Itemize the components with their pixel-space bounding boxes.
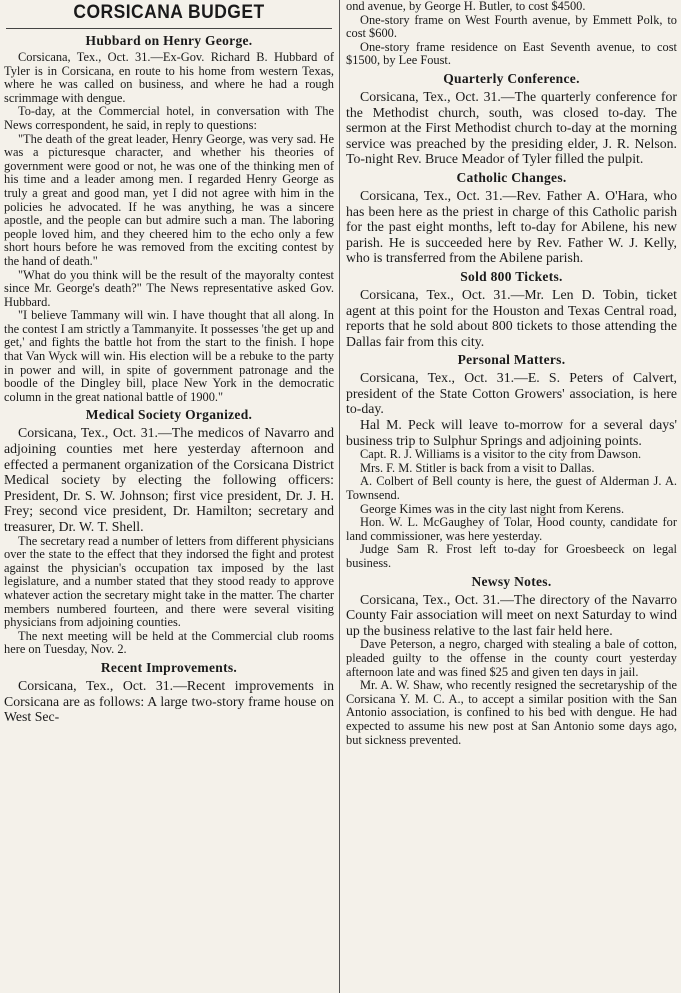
story-hubbard bbox=[4, 33, 334, 404]
headline-tickets: Sold 800 Tickets. bbox=[460, 268, 563, 284]
story-paragraph: Mrs. F. M. Stitler is back from a visit to Dallas. bbox=[360, 460, 595, 475]
story-paragraph: "I believe Tammany will win. I have thought that all along. In the contest I am strictly a Tammanyite. It possesses 'the get up and get,' and fights the battle hot from the start to the finish. I hope that Van Wyck will win. His election will be a rebuke to the party in power and will, in spite of government patronage and the boodle of the Dingley bill, place New York in the democratic column in the great national battle of 1900." bbox=[4, 308, 334, 404]
story-paragraph: Hal M. Peck will leave to-morrow for a several days' business trip to Sulphur Springs and adjoining points. bbox=[346, 417, 677, 448]
story-quarterly bbox=[346, 71, 677, 167]
story-improvements-continued bbox=[346, 0, 677, 68]
headline-catholic: Catholic Changes. bbox=[456, 169, 567, 185]
headline-personal: Personal Matters. bbox=[457, 352, 566, 368]
story-personal bbox=[346, 352, 677, 570]
column-rule bbox=[339, 0, 340, 993]
masthead-rule bbox=[6, 28, 332, 29]
story-paragraph: Mr. A. W. Shaw, who recently resigned the secretaryship of the Corsicana Y. M. C. A., to accept a similar position with the San Antonio association, is confined to his bed with dengue. He had expected to assume his new post at San Antonio some days ago, but sickness prevented. bbox=[346, 678, 677, 747]
story-paragraph: To-day, at the Commercial hotel, in conversation with The News correspondent, he said, in reply to questions: bbox=[4, 104, 334, 132]
story-paragraph: The secretary read a number of letters from different physicians over the state to the effect that they indorsed the fight and protest against the physician's occupation tax imposed by the last legislature, and a number stated that they stood ready to approve whatever action the secretary might take in the matter. The charter members numbered fourteen, and there were several visiting physicians from adjoining counties. bbox=[4, 533, 334, 630]
story-paragraph: George Kimes was in the city last night from Kerens. bbox=[360, 501, 625, 516]
story-paragraph: One-story frame residence on East Seventh avenue, to cost $1500, by Lee Foust. bbox=[346, 39, 677, 68]
story-paragraph: "The death of the great leader, Henry George, was very sad. He was a picturesque character, and whether his theories of government were good or not, he was one of the thinking men of his time and a leader among men. I regarded Henry George as truly a great and good man, yet I did not agree with him in the policies he advocated. If he was anything, he was a sincere apostle, and the people can but admire such a man. The laboring people loved him, and they cheered him to the echo only a few short hours before he was removed from the exciting contest by the hand of death." bbox=[4, 131, 334, 268]
story-paragraph: Corsicana, Tex., Oct. 31.—The quarterly conference for the Methodist church, south, was closed to-day. The sermon at the First Methodist church to-day at the morning service was preached by the presiding elder, J. R. Nelson. To-night Rev. Bruce Meador of Tyler filled the pulpit. bbox=[346, 88, 677, 167]
story-tickets bbox=[346, 269, 677, 349]
masthead: CORSICANA BUDGET bbox=[73, 2, 265, 23]
right-column bbox=[346, 0, 677, 993]
story-paragraph: Corsicana, Tex., Oct. 31.—Mr. Len D. Tobin, ticket agent at this point for the Houston and Texas Central road, reports that he sold about 800 tickets to those attending the Dallas fair from this city. bbox=[346, 286, 677, 349]
story-paragraph: The next meeting will be held at the Commercial club rooms here on Tuesday, Nov. 2. bbox=[4, 628, 334, 657]
story-newsy bbox=[346, 574, 677, 748]
story-paragraph: Capt. R. J. Williams is a visitor to the city from Dawson. bbox=[360, 447, 642, 462]
story-paragraph: "What do you think will be the result of the mayoralty contest since Mr. George's death?" The News representative asked Gov. Hubbard. bbox=[4, 267, 334, 309]
story-paragraph: A. Colbert of Bell county is here, the guest of Alderman J. A. Townsend. bbox=[346, 474, 677, 503]
headline-improvements: Recent Improvements. bbox=[100, 659, 238, 675]
headline-newsy: Newsy Notes. bbox=[471, 573, 552, 589]
story-paragraph: One-story frame on West Fourth avenue, by Emmett Polk, to cost $600. bbox=[346, 12, 677, 41]
story-paragraph: Judge Sam R. Frost left to-day for Groesbeeck on legal business. bbox=[346, 542, 677, 570]
story-paragraph: Corsicana, Tex., Oct. 31.—E. S. Peters of Calvert, president of the State Cotton Growers' association, is here to-day. bbox=[346, 370, 677, 417]
story-improvements bbox=[4, 660, 334, 725]
story-medical bbox=[4, 407, 334, 657]
story-paragraph: Corsicana, Tex., Oct. 31.—Recent improvements in Corsicana are as follows: A large two-story frame house on West Sec- bbox=[4, 677, 334, 725]
headline-hubbard: Hubbard on Henry George. bbox=[85, 33, 253, 48]
story-catholic bbox=[346, 170, 677, 266]
story-paragraph: ond avenue, by George H. Butler, to cost $4500. bbox=[346, 0, 586, 13]
left-column bbox=[4, 0, 334, 993]
story-paragraph: Dave Peterson, a negro, charged with stealing a bale of cotton, pleaded guilty to the offense in the county court yesterday afternoon late and was fined $25 and given ten days in jail. bbox=[346, 637, 677, 679]
headline-medical: Medical Society Organized. bbox=[85, 407, 253, 423]
story-paragraph: Corsicana, Tex., Oct. 31.—Rev. Father A. O'Hara, who has been here as the priest in charge of this Catholic parish for the past eight months, left to-day for Abilene, his new parish. He is succeeded here by Rev. Father W. J. Kelly, who is transferred from the Abilene parish. bbox=[346, 187, 677, 266]
story-paragraph: Corsicana, Tex., Oct. 31.—The medicos of Navarro and adjoining counties met here yesterday afternoon and effected a permanent organization of the Corsicana District Medical society by electing the following officers: President, Dr. S. W. Johnson; first vice president, Dr. J. H. Frey; second vice president, Dr. Hamilton; secretary and treasurer, Dr. W. T. Shell. bbox=[4, 425, 334, 534]
headline-quarterly: Quarterly Conference. bbox=[443, 70, 580, 86]
story-paragraph: Hon. W. L. McGaughey of Tolar, Hood county, candidate for land commissioner, was here yesterday. bbox=[346, 515, 677, 543]
story-paragraph: Corsicana, Tex., Oct. 31.—Ex-Gov. Richard B. Hubbard of Tyler is in Corsicana, en route to his home from western Texas, where he was called on business, and where he had a rough scrimmage with dengue. bbox=[4, 50, 334, 105]
story-paragraph: Corsicana, Tex., Oct. 31.—The directory of the Navarro County Fair association will meet on next Saturday to wind up the business relative to the last fair held here. bbox=[346, 591, 677, 638]
